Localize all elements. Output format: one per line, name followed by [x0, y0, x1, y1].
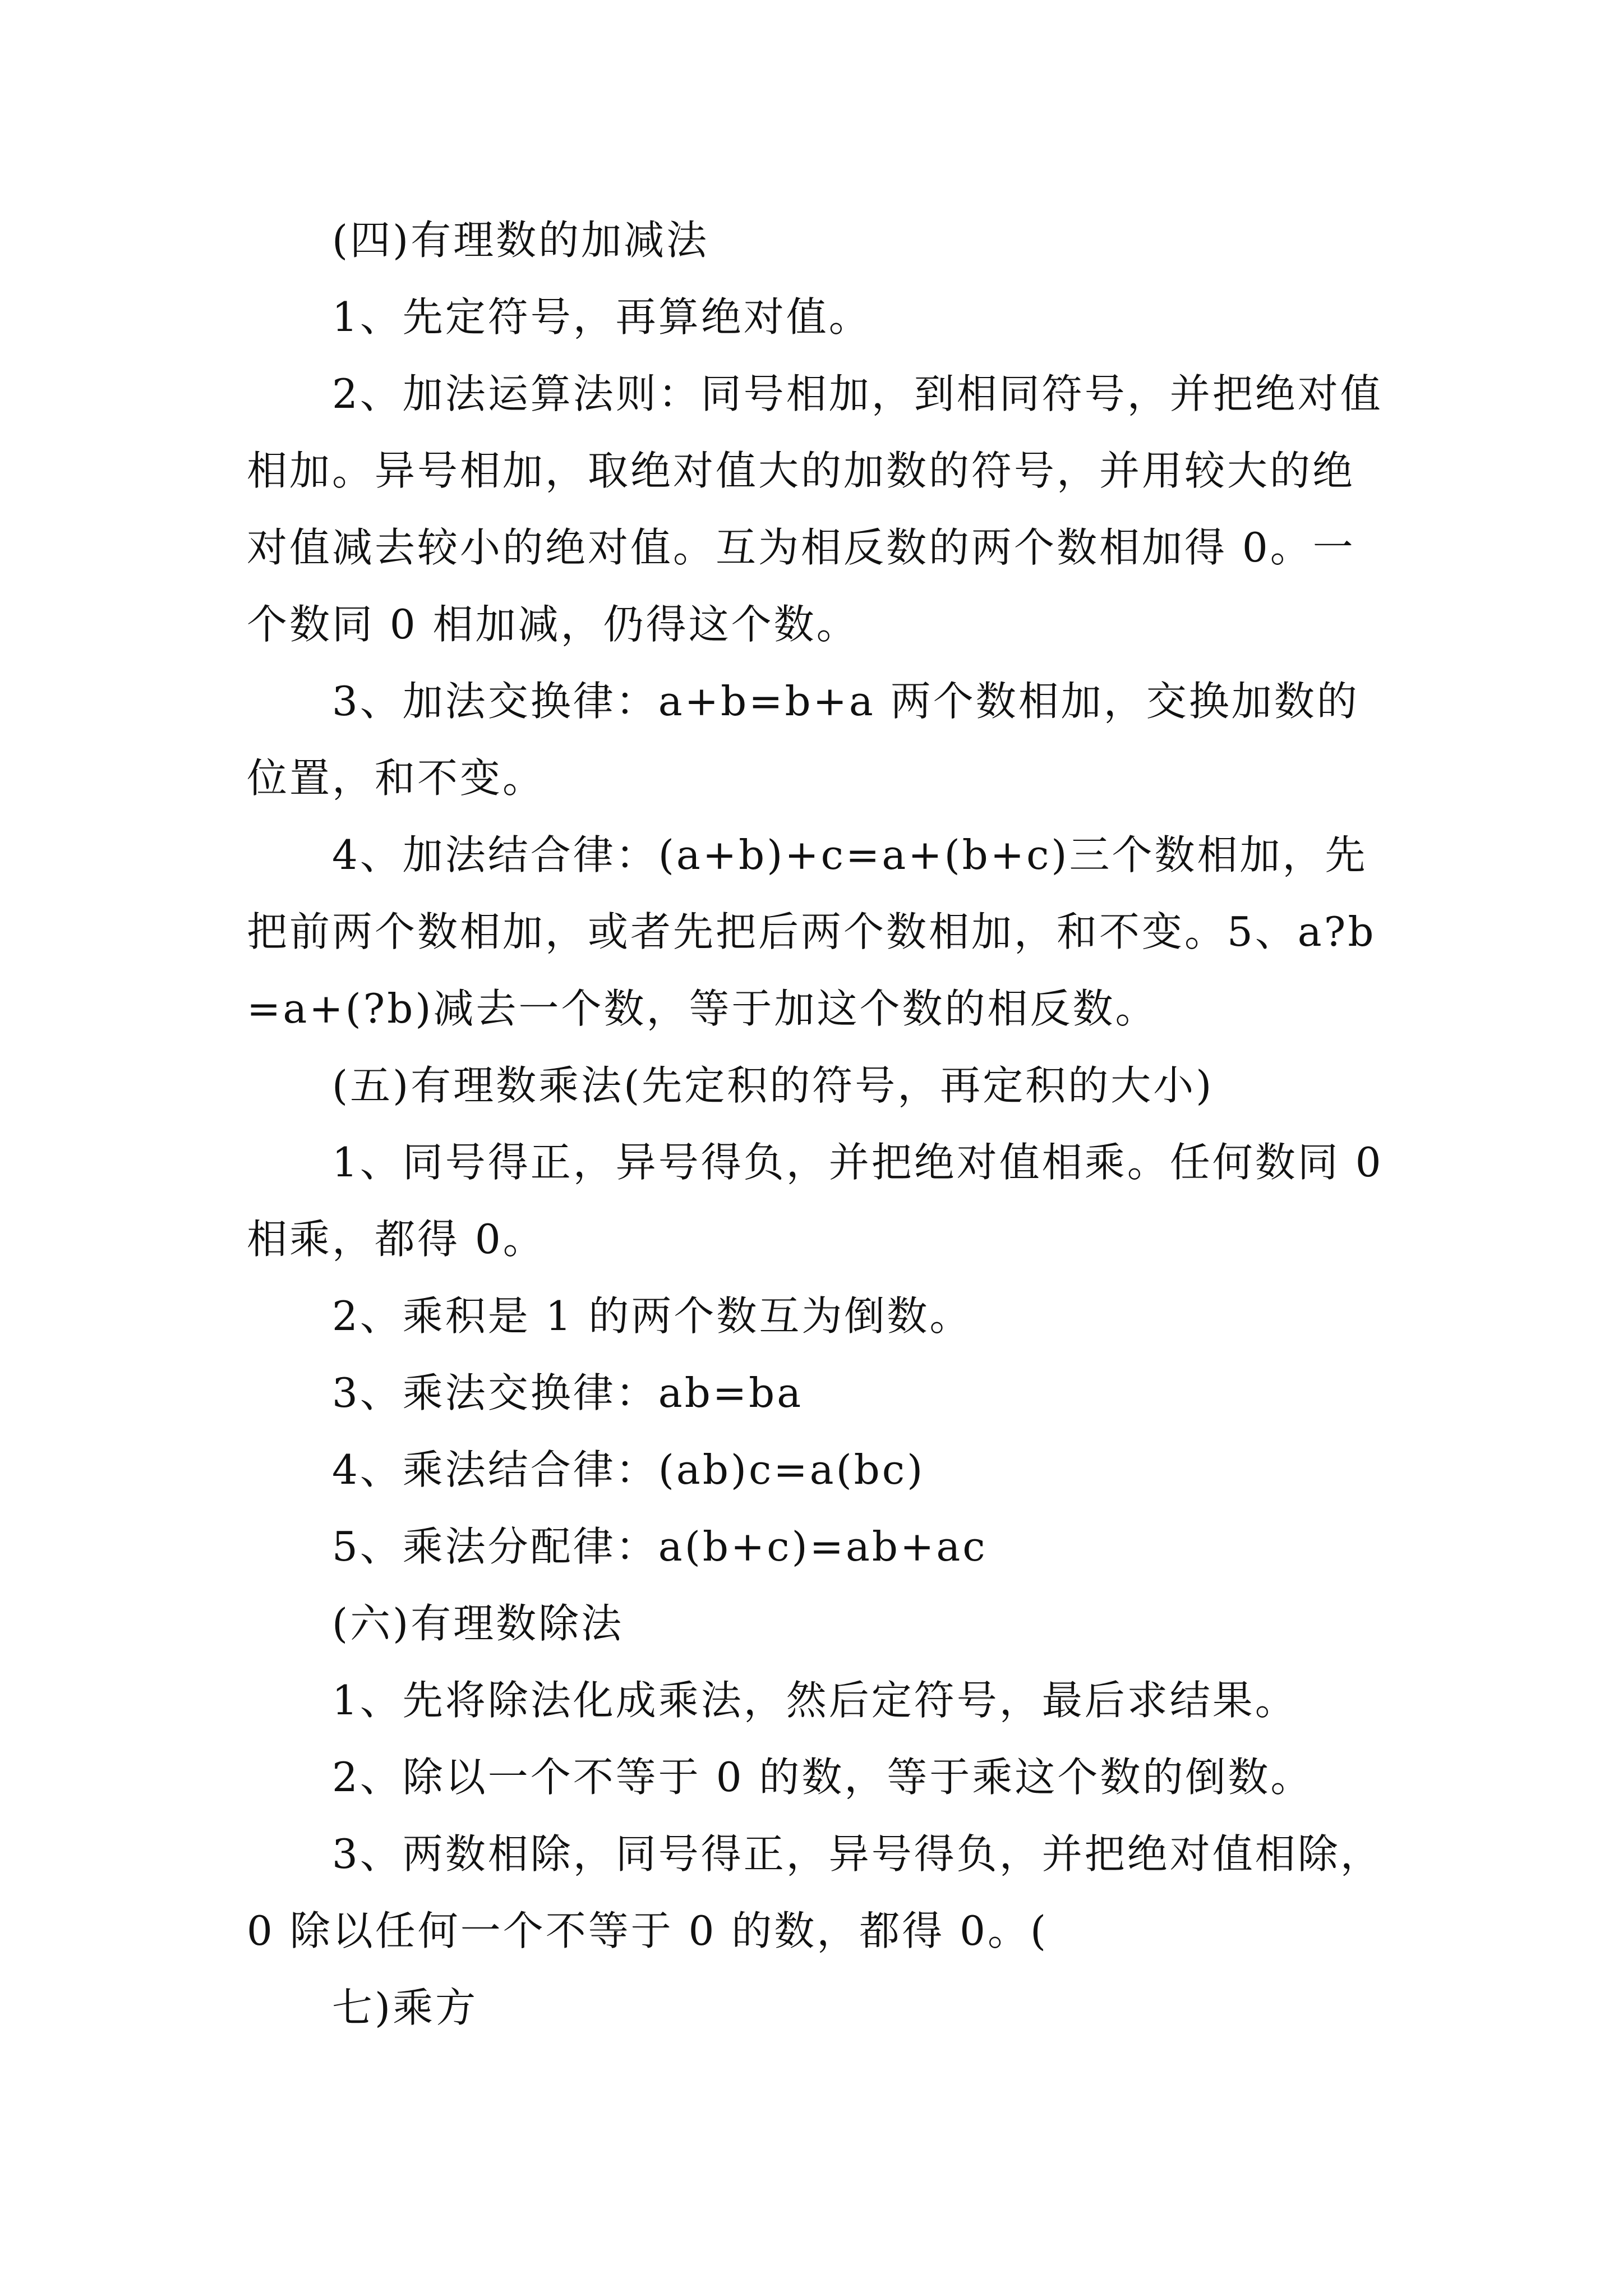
paragraph: 1、先将除法化成乘法，然后定符号，最后求结果。 — [332, 1677, 1298, 1724]
paragraph: 4、加法结合律：(a+b)+c=a+(b+c)三个数相加，先把前两个数相加，或者先把后两个数相加，和不变。5、a?b=a+(?b)减去一个数，等于加这个数的相反数。 — [247, 831, 1376, 1032]
paragraph: 4、乘法结合律：(ab)c=a(bc) — [332, 1446, 925, 1493]
paragraph: 3、乘法交换律：ab=ba — [332, 1369, 804, 1416]
paragraph: 1、先定符号，再算绝对值。 — [332, 293, 872, 341]
paragraph: 3、加法交换律：a+b=b+a 两个数相加，交换加数的位置，和不变。 — [247, 678, 1359, 802]
paragraph: 3、两数相除，同号得正，异号得负，并把绝对值相除，0 除以任何一个不等于 0 的数，都得 0。( — [247, 1830, 1383, 1954]
section-heading-division: (六)有理数除法 — [332, 1600, 624, 1647]
section-heading-power: 七)乘方 — [332, 1984, 478, 2031]
document-body — [247, 202, 1396, 2046]
section-heading-addition-subtraction: (四)有理数的加减法 — [332, 217, 709, 264]
paragraph: 5、乘法分配律：a(b+c)=ab+ac — [332, 1523, 988, 1570]
paragraph: 1、同号得正，异号得负，并把绝对值相乘。任何数同 0 相乘，都得 0。 — [247, 1139, 1384, 1263]
paragraph: 2、除以一个不等于 0 的数，等于乘这个数的倒数。 — [332, 1754, 1313, 1801]
paragraph: 2、乘积是 1 的两个数互为倒数。 — [332, 1292, 972, 1340]
paragraph: 2、加法运算法则：同号相加，到相同符号，并把绝对值相加。异号相加，取绝对值大的加数的符号，并用较大的绝对值减去较小的绝对值。互为相反数的两个数相加得 0。一个数同 0 相加减，仍得这个数。 — [247, 370, 1383, 648]
section-heading-multiplication: (五)有理数乘法(先定积的符号，再定积的大小) — [332, 1062, 1214, 1109]
